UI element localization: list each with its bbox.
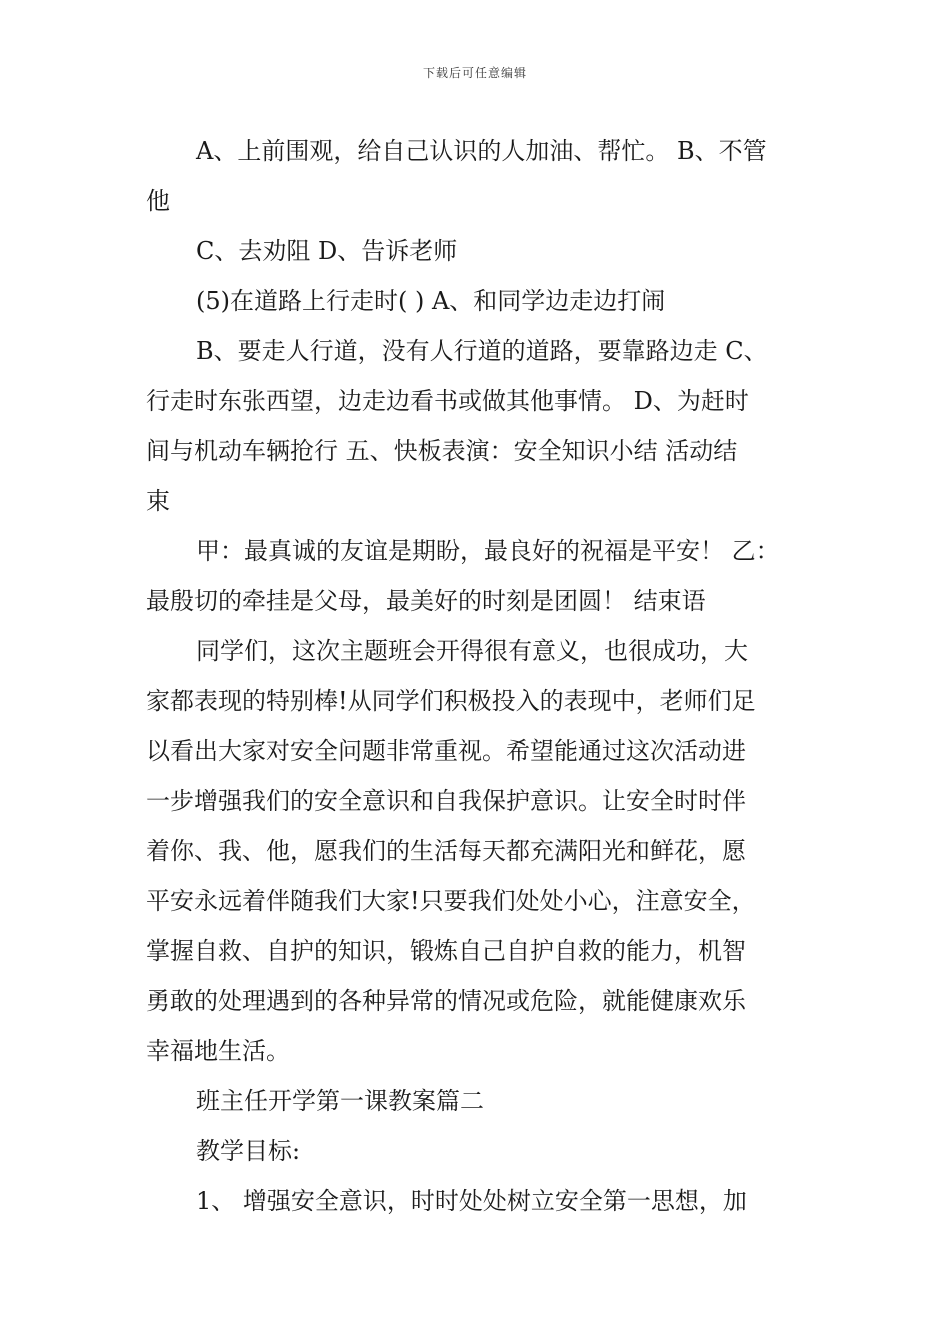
page-header: 下载后可任意编辑	[422, 66, 527, 80]
text-line: 束	[146, 487, 170, 515]
text-line: 行走时东张西望，边走边看书或做其他事情。 D、为赶时	[146, 387, 749, 415]
text-line: A、上前围观，给自己认识的人加油、帮忙。 B、不管	[196, 137, 767, 165]
text-line: (5)在道路上行走时( ) A、和同学边走边打闹	[196, 287, 666, 315]
text-line: 家都表现的特别棒!从同学们积极投入的表现中，老师们足	[146, 687, 756, 715]
text-line: C、去劝阻 D、告诉老师	[196, 237, 458, 265]
text-line: 间与机动车辆抢行 五、快板表演：安全知识小结 活动结	[146, 437, 738, 465]
text-line: B、要走人行道，没有人行道的道路，要靠路边走 C、	[196, 337, 768, 365]
text-line: 平安永远着伴随我们大家!只要我们处处小心，注意安全，	[146, 887, 756, 915]
text-line: 他	[146, 187, 170, 215]
text-line: 一步增强我们的安全意识和自我保护意识。让安全时时伴	[146, 787, 746, 815]
text-line: 同学们，这次主题班会开得很有意义，也很成功，大	[196, 637, 748, 665]
text-line: 幸福地生活。	[146, 1037, 290, 1065]
text-line: 掌握自救、自护的知识，锻炼自己自护自救的能力，机智	[146, 937, 746, 965]
subheading: 教学目标:	[196, 1137, 301, 1165]
text-line: 1、 增强安全意识，时时处处树立安全第一思想，加	[196, 1187, 747, 1215]
section-heading: 班主任开学第一课教案篇二	[196, 1087, 484, 1115]
text-line: 甲：最真诚的友谊是期盼，最良好的祝福是平安！ 乙：	[196, 537, 780, 565]
text-line: 以看出大家对安全问题非常重视。希望能通过这次活动进	[146, 737, 746, 765]
text-line: 勇敢的处理遇到的各种异常的情况或危险，就能健康欢乐	[146, 987, 746, 1015]
text-line: 着你、我、他，愿我们的生活每天都充满阳光和鲜花，愿	[146, 837, 746, 865]
text-line: 最殷切的牵挂是父母，最美好的时刻是团圆！ 结束语	[146, 587, 706, 615]
